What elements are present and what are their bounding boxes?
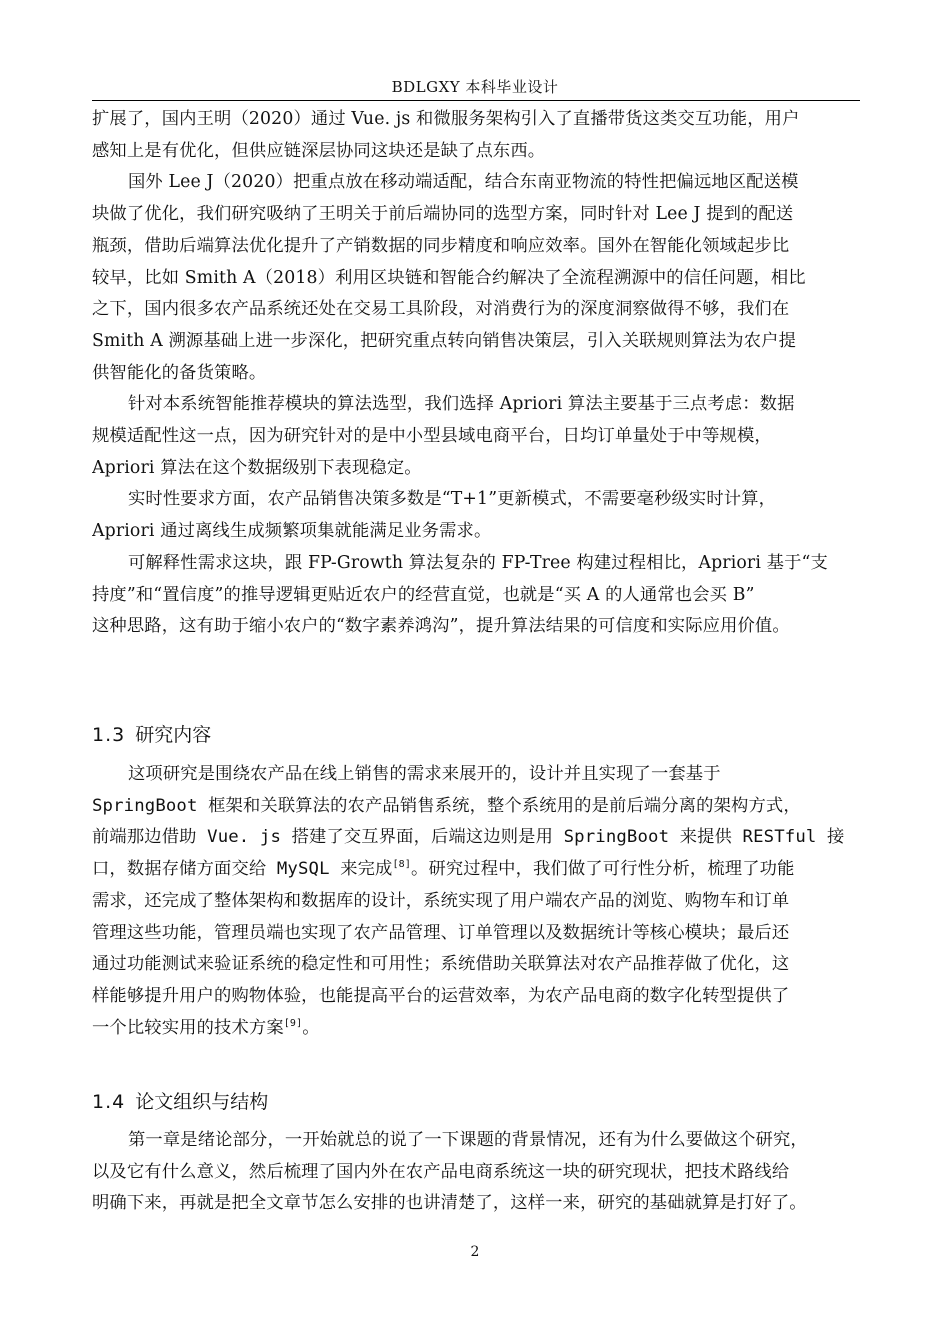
- text-fragment: 一个比较实用的技术方案: [92, 1017, 284, 1038]
- text-line: 国外 Lee J（2020）把重点放在移动端适配，结合东南亚物流的特性把偏远地区配送模: [128, 172, 799, 193]
- section-heading-1-3: [92, 720, 211, 747]
- text-line: 针对本系统智能推荐模块的算法选型，我们选择 Apriori 算法主要基于三点考虑：数据: [128, 394, 795, 415]
- paragraph-research-content: [92, 759, 860, 1044]
- paragraph-2: [92, 167, 860, 389]
- paragraph-5: [92, 548, 860, 643]
- section-title: 研究内容: [135, 724, 212, 746]
- text-line: 之下，国内很多农产品系统还处在交易工具阶段，对消费行为的深度洞察做得不够，我们在: [92, 299, 790, 320]
- paragraph-3: [92, 389, 860, 484]
- text-line: 明确下来，再就是把全文章节怎么安排的也讲清楚了，这样一来，研究的基础就算是打好了。: [92, 1193, 807, 1214]
- citation-ref[interactable]: [9]: [283, 1017, 303, 1029]
- text-line: 以及它有什么意义，然后梳理了国内外在农产品电商系统这一块的研究现状，把技术路线给: [92, 1161, 790, 1182]
- paragraph-1: [92, 104, 860, 167]
- intro-body: [92, 104, 860, 643]
- text-line: 可解释性需求这块，跟 FP-Growth 算法复杂的 FP-Tree 构建过程相比，Apriori 基于“支: [128, 552, 828, 573]
- citation-ref[interactable]: [8]: [392, 859, 412, 871]
- text-line: 通过功能测试来验证系统的稳定性和可用性；系统借助关联算法对农产品推荐做了优化，这: [92, 954, 790, 975]
- text-line: 实时性要求方面，农产品销售决策多数是“T+1”更新模式，不需要毫秒级实时计算，: [128, 489, 777, 510]
- text-line: 管理这些功能，管理员端也实现了农产品管理、订单管理以及数据统计等核心模块；最后还: [92, 922, 790, 943]
- running-header: BDLGXY 本科毕业设计: [391, 78, 559, 96]
- text-line: 瓶颈，借助后端算法优化提升了产销数据的同步精度和响应效率。国外在智能化领域起步比: [92, 235, 790, 256]
- text-line: 前端那边借助 Vue. js 搭建了交互界面，后端这边则是用 SpringBoot 来提供 RESTful 接: [92, 827, 845, 848]
- text-fragment: 。研究过程中，我们做了可行性分析，梳理了功能: [411, 859, 795, 880]
- text-line: 这种思路，这有助于缩小农户的“数字素养鸿沟”，提升算法结果的可信度和实际应用价值。: [92, 616, 790, 637]
- text-line: Apriori 算法在这个数据级别下表现稳定。: [92, 457, 422, 478]
- text-line: [92, 854, 860, 886]
- page-number: 2: [470, 1244, 480, 1260]
- text-line: 扩展了，国内王明（2020）通过 Vue. js 和微服务架构引入了直播带货这类交互功能，用户: [92, 109, 800, 129]
- section-heading-1-4: [92, 1087, 268, 1114]
- paragraph-thesis-structure: [92, 1125, 860, 1220]
- section-1-4-body: [92, 1125, 860, 1220]
- text-line: 规模适配性这一点，因为研究针对的是中小型县域电商平台，日均订单量处于中等规模，: [92, 426, 772, 447]
- section-number: 1.4: [92, 1091, 126, 1113]
- text-fragment: 口，数据存储方面交给 MySQL 来完成: [92, 859, 393, 880]
- header-rule: [92, 100, 860, 101]
- section-number: 1.3: [92, 724, 126, 746]
- text-line: 第一章是绪论部分，一开始就总的说了一下课题的背景情况，还有为什么要做这个研究，: [128, 1130, 808, 1150]
- text-line: 需求，还完成了整体架构和数据库的设计，系统实现了用户端农产品的浏览、购物车和订单: [92, 890, 790, 911]
- text-line: 持度”和“置信度”的推导逻辑更贴近农户的经营直觉，也就是“买 A 的人通常也会买 B”: [92, 584, 755, 605]
- paragraph-4: [92, 484, 860, 547]
- text-line: 供智能化的备货策略。: [92, 362, 267, 383]
- section-title: 论文组织与结构: [135, 1091, 269, 1113]
- text-line: 较早，比如 Smith A（2018）利用区块链和智能合约解决了全流程溯源中的信任问题，相比: [92, 267, 806, 288]
- text-line: 样能够提升用户的购物体验，也能提高平台的运营效率，为农产品电商的数字化转型提供了: [92, 985, 790, 1006]
- text-line: 感知上是有优化，但供应链深层协同这块还是缺了点东西。: [92, 140, 546, 161]
- text-line: Apriori 通过离线生成频繁项集就能满足业务需求。: [92, 521, 492, 542]
- text-line: SpringBoot 框架和关联算法的农产品销售系统，整个系统用的是前后端分离的架构方式，: [92, 795, 801, 816]
- text-line: Smith A 溯源基础上进一步深化，把研究重点转向销售决策层，引入关联规则算法为农户提: [92, 330, 797, 351]
- text-line: [92, 1013, 860, 1045]
- text-line: 这项研究是围绕农产品在线上销售的需求来展开的，设计并且实现了一套基于: [128, 764, 721, 784]
- text-line: 块做了优化，我们研究吸纳了王明关于前后端协同的选型方案，同时针对 Lee J 提到的配送: [92, 204, 794, 225]
- text-fragment: 。: [302, 1017, 320, 1038]
- section-1-3-body: [92, 759, 860, 1044]
